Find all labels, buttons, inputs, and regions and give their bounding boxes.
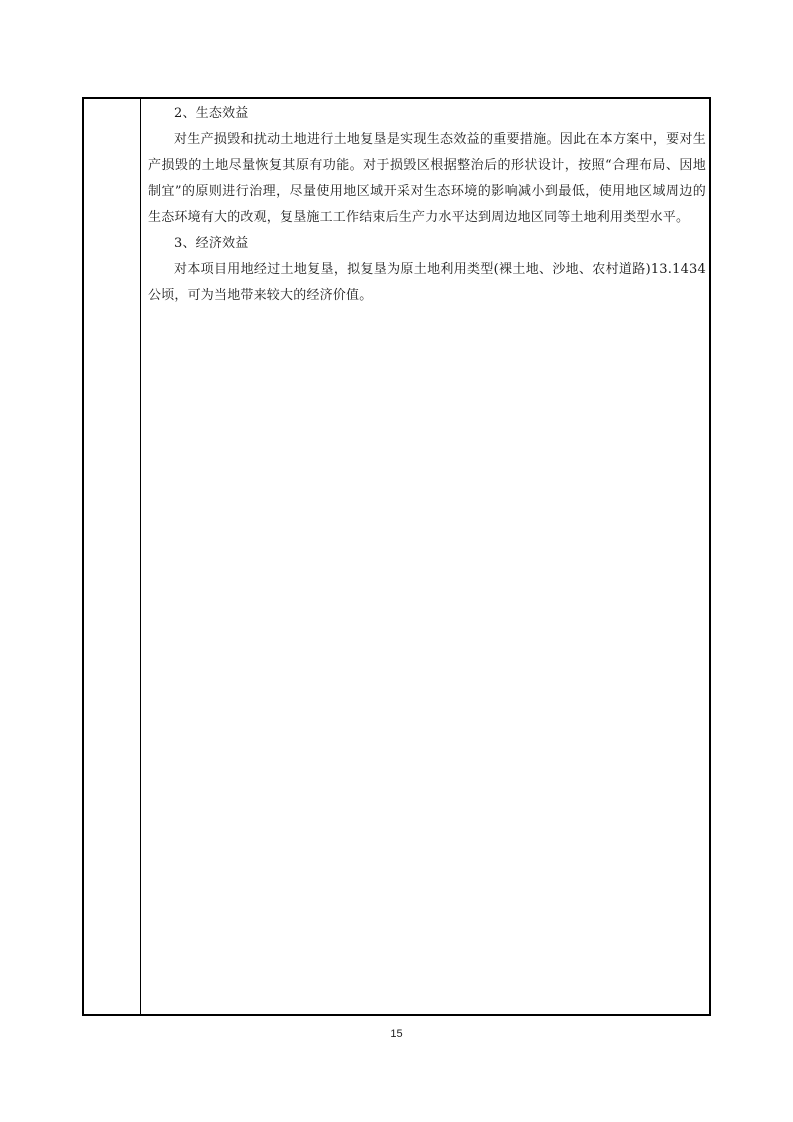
table-content-cell (148, 101, 706, 309)
table-frame (82, 97, 711, 1016)
column-divider (140, 99, 141, 1014)
section-heading-economic: 3、经济效益 (174, 236, 249, 251)
page-number: 15 (390, 1028, 403, 1040)
section-heading-ecological: 2、生态效益 (174, 106, 249, 121)
section-paragraph-economic: 对本项目用地经过土地复垦，拟复垦为原土地利用类型(裸土地、沙地、农村道路)13.1434公顷，可为当地带来较大的经济价值。 (148, 262, 706, 303)
section-paragraph-ecological: 对生产损毁和扰动土地进行土地复垦是实现生态效益的重要措施。因此在本方案中，要对生产损毁的土地尽量恢复其原有功能。对于损毁区根据整治后的形状设计，按照“合理布局、因地制宜”的原则进行治理，尽量使用地区域开采对生态环境的影响减小到最低，使用地区域周边的生态环境有大的改观，复垦施工工作结束后生产力水平达到周边地区同等土地利用类型水平。 (148, 132, 706, 225)
